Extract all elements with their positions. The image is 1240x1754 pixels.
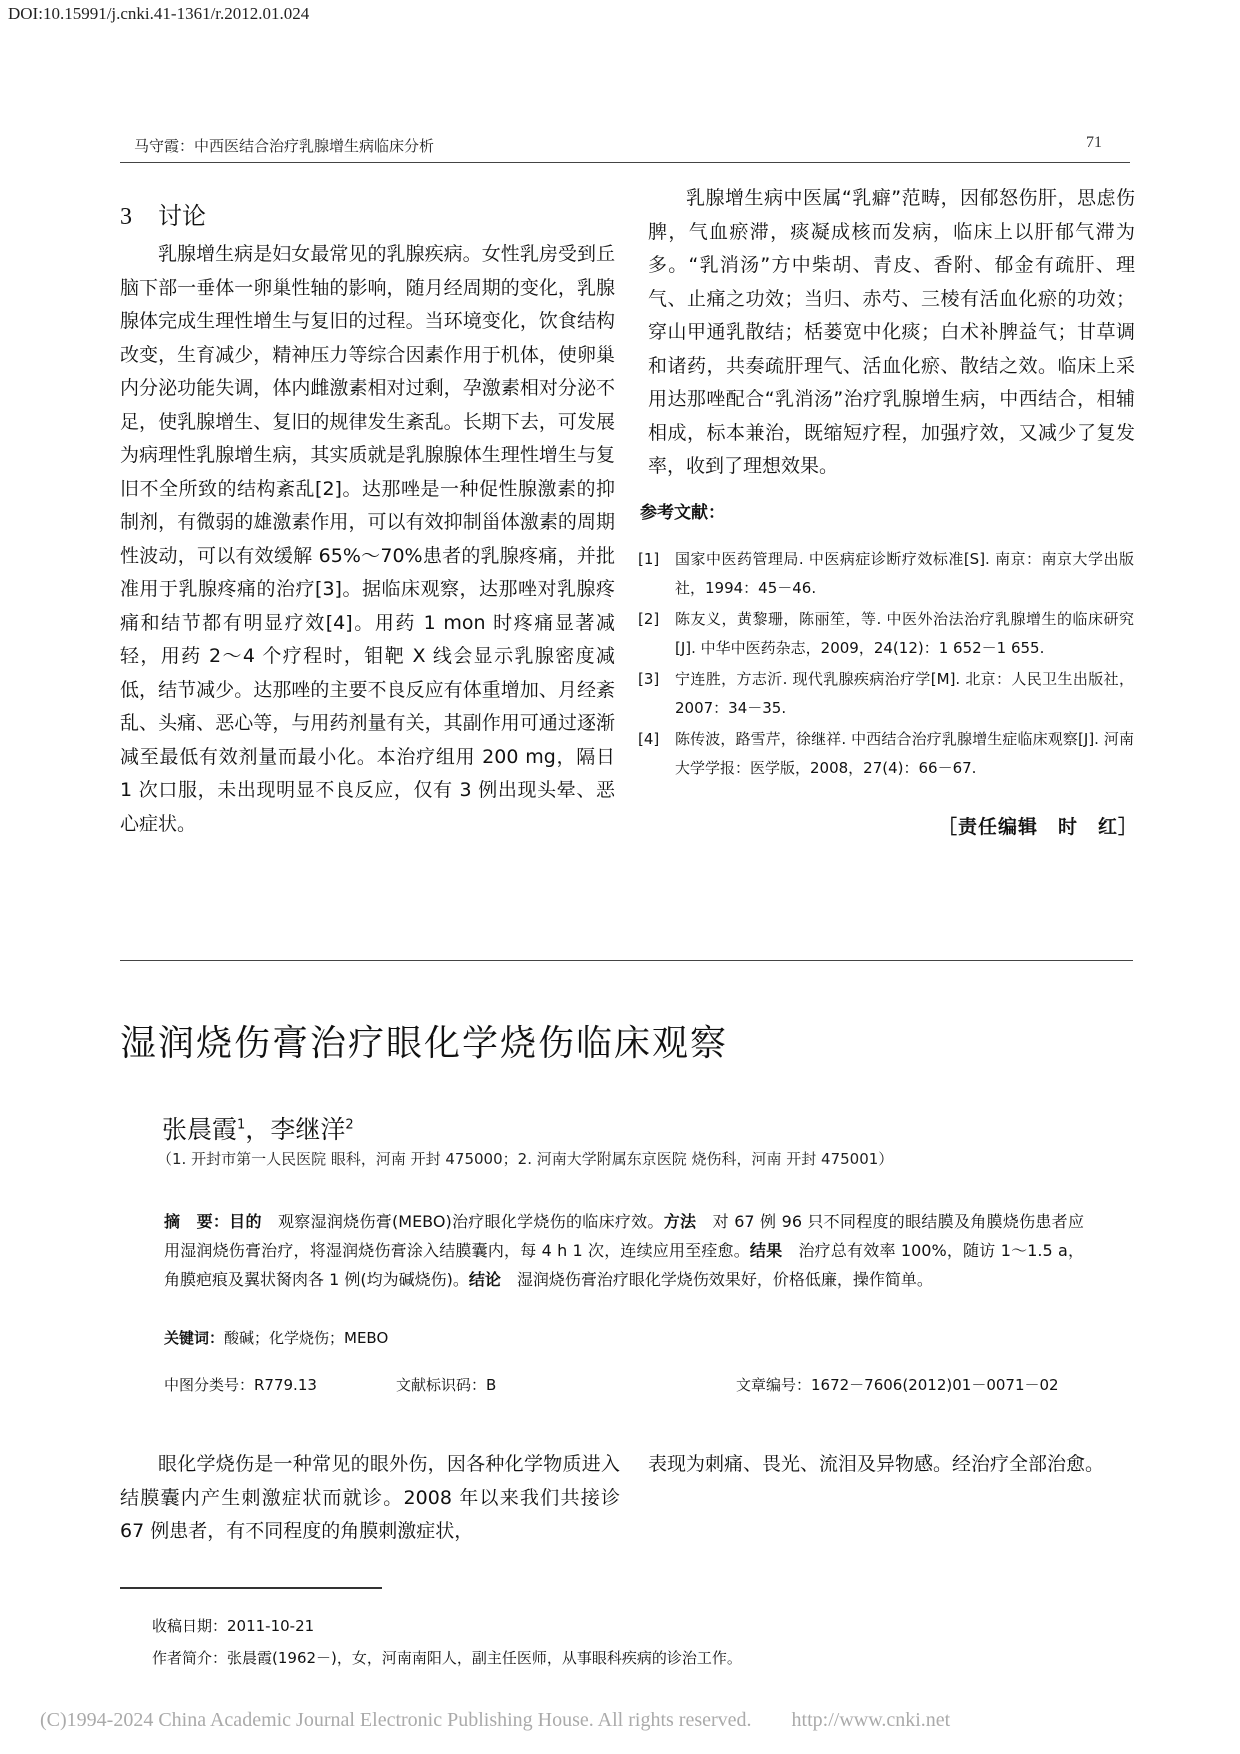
author-superscript: 2 <box>345 1117 354 1133</box>
reference-item <box>638 725 1134 782</box>
abstract-text: 观察湿润烧伤膏(MEBO)治疗眼化学烧伤的临床疗效。 <box>261 1212 664 1231</box>
article-body-left <box>120 1448 620 1549</box>
article-separator-rule <box>120 960 1133 961</box>
clc-number: 中图分类号：R779.13 <box>164 1376 317 1394</box>
abstract-label: 摘 要： <box>164 1212 230 1231</box>
section-heading <box>120 196 232 231</box>
reference-item <box>638 545 1134 602</box>
keywords-text: 酸碱；化学烧伤；MEBO <box>224 1329 389 1347</box>
reference-text: 陈传波，路雪芹，徐继祥. 中西结合治疗乳腺增生症临床观察[J]. 河南大学学报：医学版，2008，27(4)：66－67. <box>675 730 1134 777</box>
left-column <box>120 238 615 841</box>
author-line <box>162 1110 354 1146</box>
header-rule <box>120 162 1130 163</box>
doi: DOI:10.15991/j.cnki.41-1361/r.2012.01.024 <box>8 4 310 23</box>
abstract-keyword: 结果 <box>749 1241 783 1260</box>
keywords <box>164 1327 388 1348</box>
abstract-keyword: 方法 <box>663 1212 697 1231</box>
article-intro-continuation: 表现为刺痛、畏光、流泪及异物感。经治疗全部治愈。 <box>648 1453 1105 1475</box>
abstract-keyword: 结论 <box>468 1270 501 1289</box>
references-title: 参考文献： <box>640 503 725 523</box>
article-title: 湿润烧伤膏治疗眼化学烧伤临床观察 <box>120 1023 729 1064</box>
running-header: 马守霞：中西医结合治疗乳腺增生病临床分析 <box>134 137 435 155</box>
author-name: 张晨霞 <box>162 1115 238 1144</box>
reference-item <box>638 605 1134 662</box>
article-intro-paragraph: 眼化学烧伤是一种常见的眼外伤，因各种化学物质进入结膜囊内产生刺激症状而就诊。2008 年以来我们共接诊 67 例患者，有不同程度的角膜刺激症状， <box>120 1453 620 1542</box>
abstract-text: 湿润烧伤膏治疗眼化学烧伤效果好，价格低廉，操作简单。 <box>500 1270 933 1289</box>
section-title: 讨论 <box>158 204 206 230</box>
author-introduction: 作者简介：张晨霞(1962－)，女，河南南阳人，副主任医师，从事眼科疾病的诊治工作。 <box>152 1649 742 1667</box>
author-superscript: 1 <box>237 1117 246 1133</box>
document-code: 文献标识码：B <box>396 1376 497 1394</box>
section-number: 3 <box>120 204 132 230</box>
reference-list <box>638 545 1134 785</box>
abstract-text: 治疗总有效率 100%，随访 1～1.5 a，角膜疤痕及翼状胬肉各 1 例(均为碱烧伤)。 <box>164 1241 1084 1289</box>
reference-number: [1] <box>638 550 660 568</box>
responsible-editor: ［责任编辑 时 红］ <box>938 816 1139 838</box>
reference-text: 宁连胜，方志沂. 现代乳腺疾病治疗学[M]. 北京：人民卫生出版社，2007：34－35. <box>675 670 1134 717</box>
abstract-text: 对 67 例 96 只不同程度的眼结膜及角膜烧伤患者应用湿润烧伤膏治疗，将湿润烧伤膏涂入结膜囊内，每 4 h 1 次，连续应用至痊愈。 <box>164 1212 1084 1260</box>
reference-number: [4] <box>638 730 660 748</box>
discussion-paragraph: 乳腺增生病是妇女最常见的乳腺疾病。女性乳房受到丘脑下部一垂体一卵巢性轴的影响，随月经周期的变化，乳腺腺体完成生理性增生与复旧的过程。当环境变化，饮食结构改变，生育减少，精神压力等综合因素作用于机体，使卵巢内分泌功能失调，体内雌激素相对过剩，孕激素相对分泌不足，使乳腺增生、复旧的规律发生紊乱。长期下去，可发展为病理性乳腺增生病，其实质就是乳腺腺体生理性增生与复旧不全所致的结构紊乱[2]。达那唑是一种促性腺激素的抑制剂，有微弱的雄激素作用，可以有效抑制甾体激素的周期性波动，可以有效缓解 65%～70%患者的乳腺疼痛，并批准用于乳腺疼痛的治疗[3]。据临床观察，达那唑对乳腺疼痛和结节都有明显疗效[4]。用药 1 mon 时疼痛显著减轻，用药 2～4 个疗程时，钼靶 X 线会显示乳腺密度减低，结节减少。达那唑的主要不良反应有体重增加、月经紊乱、头痛、恶心等，与用药剂量有关，其副作用可通过逐渐减至最低有效剂量而最小化。本治疗组用 200 mg，隔日 1 次口服，未出现明显不良反应，仅有 3 例出现头晕、恶心症状。 <box>120 243 615 835</box>
reference-item <box>638 665 1134 722</box>
page-number: 71 <box>1086 134 1102 151</box>
right-column <box>648 182 1135 484</box>
reference-number: [3] <box>638 670 660 688</box>
abstract-keyword: 目的 <box>229 1212 262 1231</box>
article-body-right <box>648 1448 1135 1482</box>
copyright-watermark: (C)1994-2024 China Academic Journal Electronic Publishing House. All rights reserved. http://www.cnki.net <box>40 1709 951 1731</box>
author-separator: ， <box>245 1115 271 1144</box>
received-date: 收稿日期：2011-10-21 <box>152 1617 315 1635</box>
reference-number: [2] <box>638 610 660 628</box>
footnote-rule <box>120 1587 382 1589</box>
reference-text: 陈友义，黄黎珊，陈丽笙，等. 中医外治法治疗乳腺增生的临床研究[J]. 中华中医药杂志，2009，24(12)：1 652－1 655. <box>675 610 1134 657</box>
keywords-label: 关键词： <box>164 1329 225 1347</box>
tcm-paragraph: 乳腺增生病中医属“乳癖”范畴，因郁怒伤肝，思虑伤脾，气血瘀滞，痰凝成核而发病，临床上以肝郁气滞为多。“乳消汤”方中柴胡、青皮、香附、郁金有疏肝、理气、止痛之功效；当归、赤芍、三棱有活血化瘀的功效；穿山甲通乳散结；栝蒌宽中化痰；白术补脾益气；甘草调和诸药，共奏疏肝理气、活血化瘀、散结之效。临床上采用达那唑配合“乳消汤”治疗乳腺增生病，中西结合，相辅相成，标本兼治，既缩短疗程，加强疗效，又减少了复发率，收到了理想效果。 <box>648 187 1135 477</box>
abstract <box>164 1207 1084 1294</box>
affiliation: （1. 开封市第一人民医院 眼科，河南 开封 475000；2. 河南大学附属东京医院 烧伤科，河南 开封 475001） <box>157 1150 894 1168</box>
author-name: 李继洋 <box>270 1115 346 1144</box>
article-number: 文章编号：1672－7606(2012)01－0071－02 <box>736 1376 1059 1394</box>
reference-text: 国家中医药管理局. 中医病症诊断疗效标准[S]. 南京：南京大学出版社，1994：45－46. <box>675 550 1134 597</box>
